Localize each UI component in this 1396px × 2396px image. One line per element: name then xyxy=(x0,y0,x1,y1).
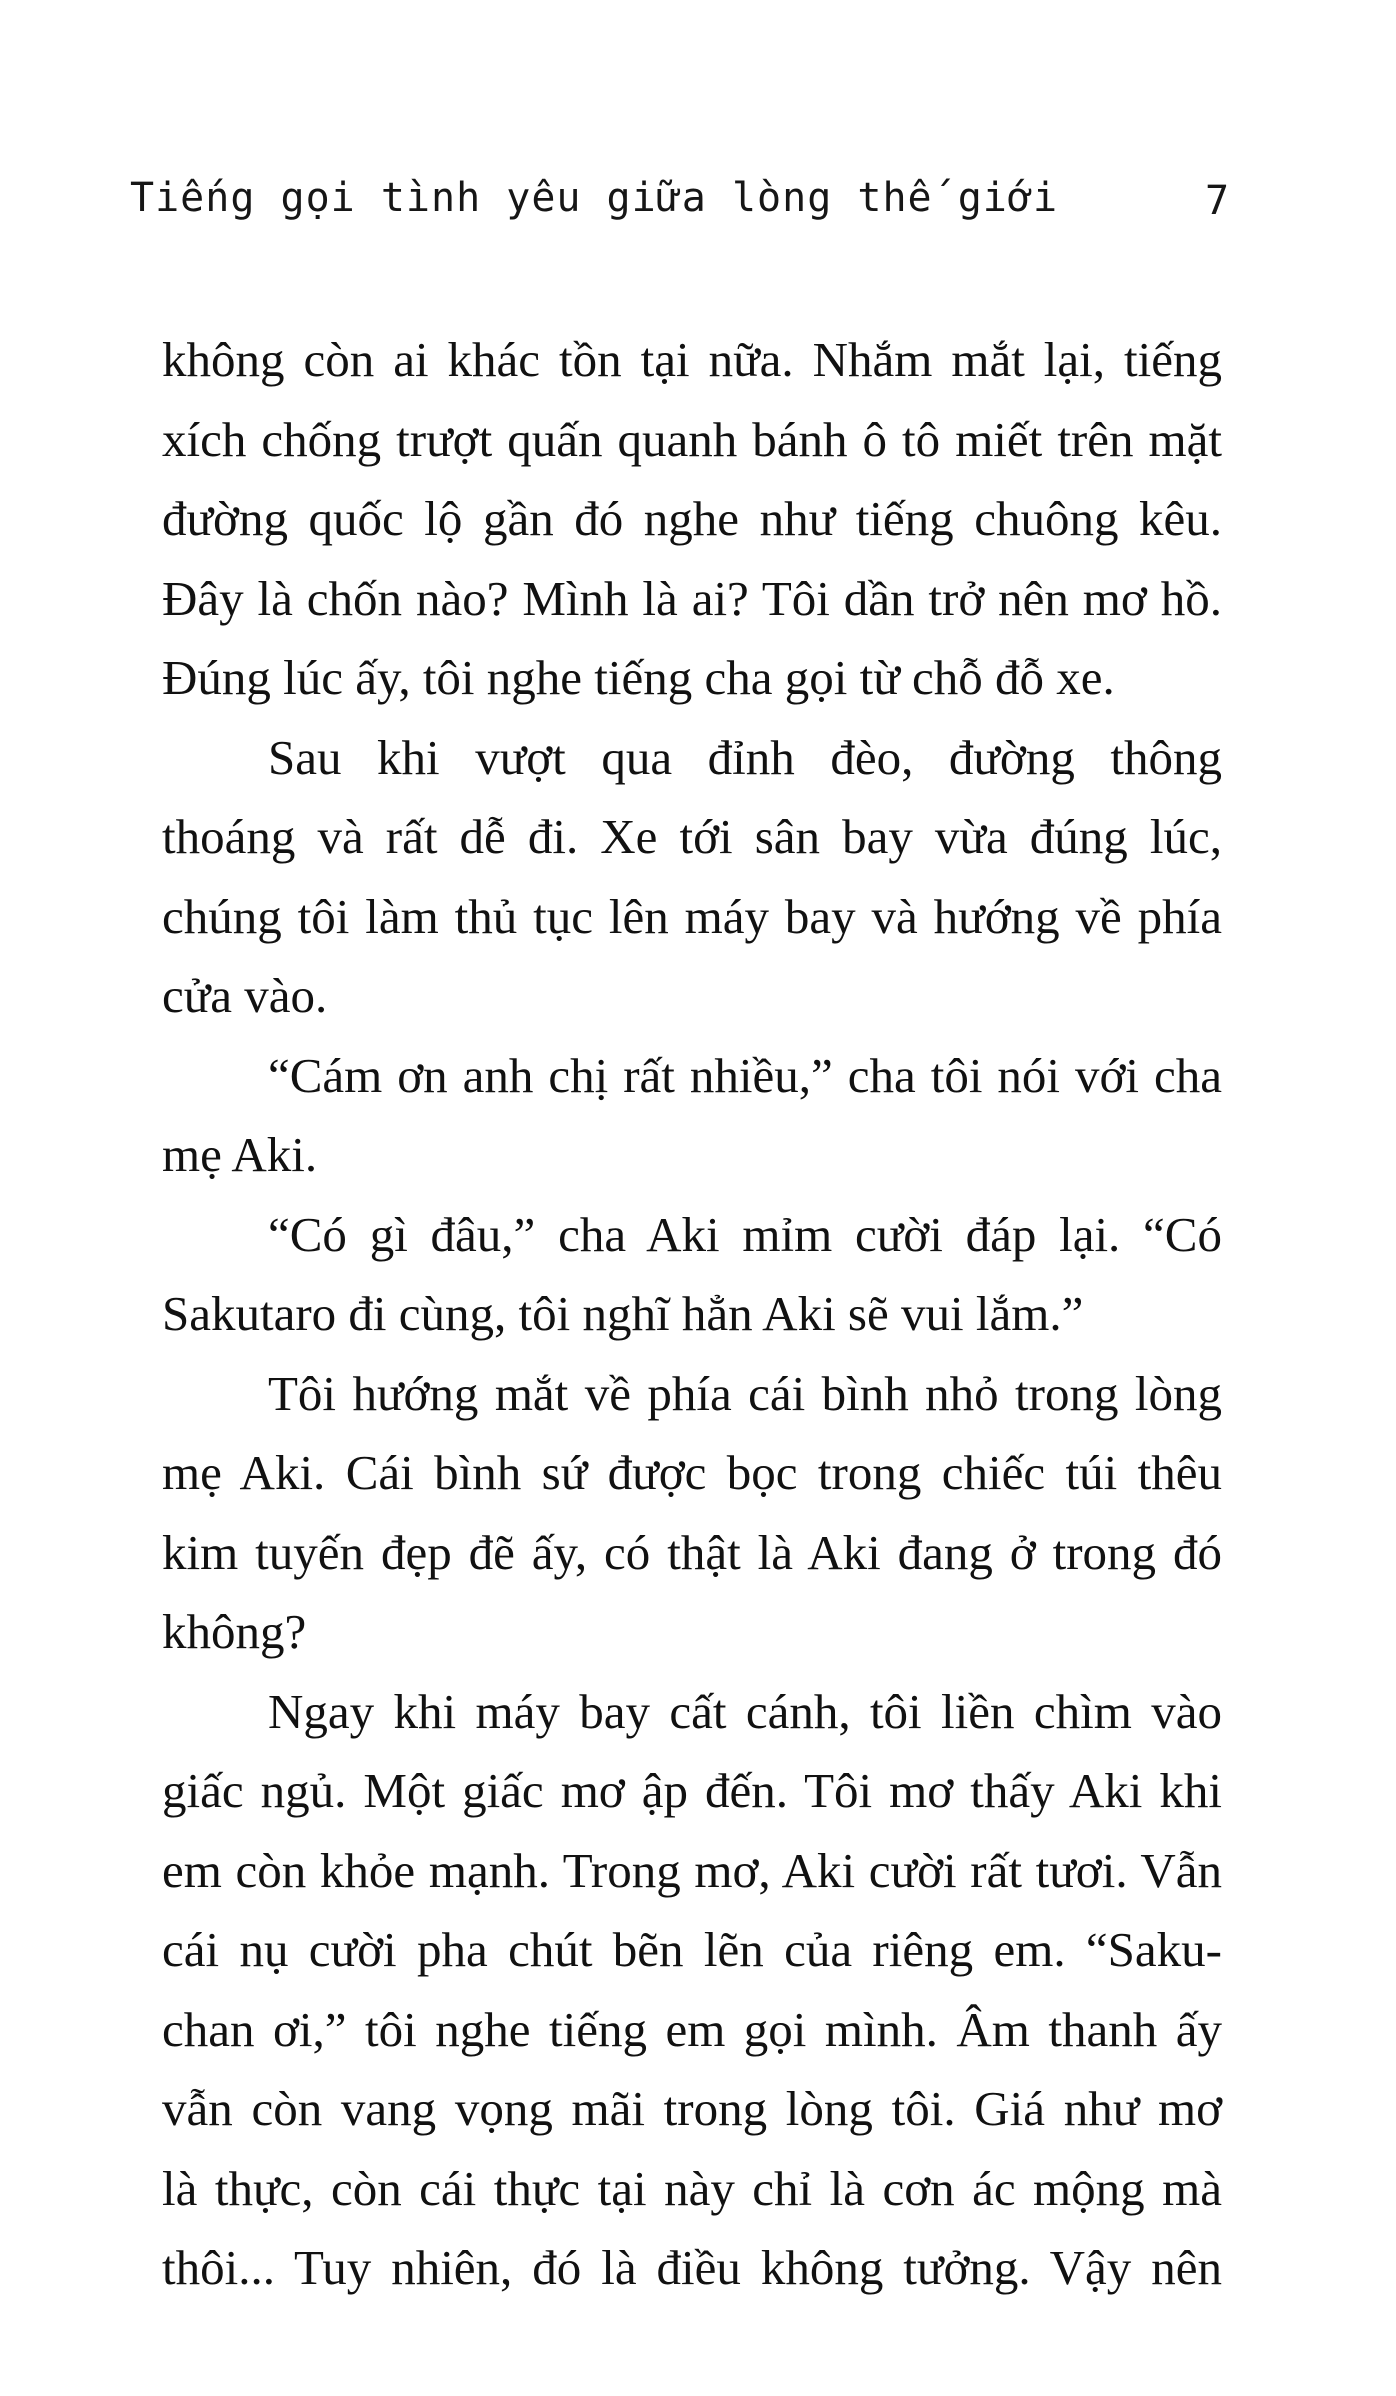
text-line: thoáng và rất dễ đi. Xe tới sân bay vừa đúng lúc, xyxy=(162,809,1222,864)
paragraph xyxy=(162,320,1222,718)
text-line: xích chống trượt quấn quanh bánh ô tô miết trên mặt xyxy=(162,411,1222,467)
text-line: là thực, còn cái thực tại này chỉ là cơn ác mộng mà xyxy=(162,2160,1222,2216)
text-line: giấc ngủ. Một giấc mơ ập đến. Tôi mơ thấy Aki khi xyxy=(162,1763,1222,1818)
text-line: đường quốc lộ gần đó nghe như tiếng chuông kêu. xyxy=(162,491,1222,546)
text-line: không còn ai khác tồn tại nữa. Nhắm mắt lại, tiếng xyxy=(162,332,1222,387)
text-line: cửa vào. xyxy=(162,968,328,1023)
text-line: mẹ Aki. xyxy=(162,1127,318,1182)
paragraph xyxy=(162,1354,1222,1672)
paragraph xyxy=(162,1672,1222,2308)
text-line: chan ơi,” tôi nghe tiếng em gọi mình. Âm thanh ấy xyxy=(162,2001,1222,2057)
text-line: Tôi hướng mắt về phía cái bình nhỏ trong lòng xyxy=(268,1365,1222,1421)
text-line: Sakutaro đi cùng, tôi nghĩ hẳn Aki sẽ vui lắm.” xyxy=(162,1286,1084,1341)
text-line: Sau khi vượt qua đỉnh đèo, đường thông xyxy=(268,729,1222,785)
text-line: không? xyxy=(162,1604,307,1659)
text-line: cái nụ cười pha chút bẽn lẽn của riêng em. “Saku- xyxy=(162,1922,1222,1977)
running-head-title: Tiếng gọi tình yêu giữa lòng thế giới xyxy=(130,175,1059,221)
text-line: Đây là chốn nào? Mình là ai? Tôi dần trở nên mơ hồ. xyxy=(162,570,1222,626)
paragraph xyxy=(162,1036,1222,1195)
paragraph xyxy=(162,718,1222,1036)
page-number: 7 xyxy=(1205,178,1230,224)
body-text xyxy=(162,320,1222,2308)
paragraph xyxy=(162,1195,1222,1354)
text-line: “Cám ơn anh chị rất nhiều,” cha tôi nói với cha xyxy=(268,1047,1222,1103)
text-line: Ngay khi máy bay cất cánh, tôi liền chìm vào xyxy=(268,1683,1222,1739)
text-line: vẫn còn vang vọng mãi trong lòng tôi. Giá như mơ xyxy=(162,2081,1222,2136)
text-line: chúng tôi làm thủ tục lên máy bay và hướng về phía xyxy=(162,888,1222,944)
text-line: “Có gì đâu,” cha Aki mỉm cười đáp lại. “Có xyxy=(268,1206,1222,1262)
text-line: em còn khỏe mạnh. Trong mơ, Aki cười rất tươi. Vẫn xyxy=(162,1842,1222,1898)
text-line: kim tuyến đẹp đẽ ấy, có thật là Aki đang ở trong đó xyxy=(162,1524,1222,1580)
text-line: mẹ Aki. Cái bình sứ được bọc trong chiếc túi thêu xyxy=(162,1445,1222,1500)
text-line: Đúng lúc ấy, tôi nghe tiếng cha gọi từ chỗ đỗ xe. xyxy=(162,650,1115,705)
text-line: thôi... Tuy nhiên, đó là điều không tưởng. Vậy nên xyxy=(162,2240,1222,2295)
